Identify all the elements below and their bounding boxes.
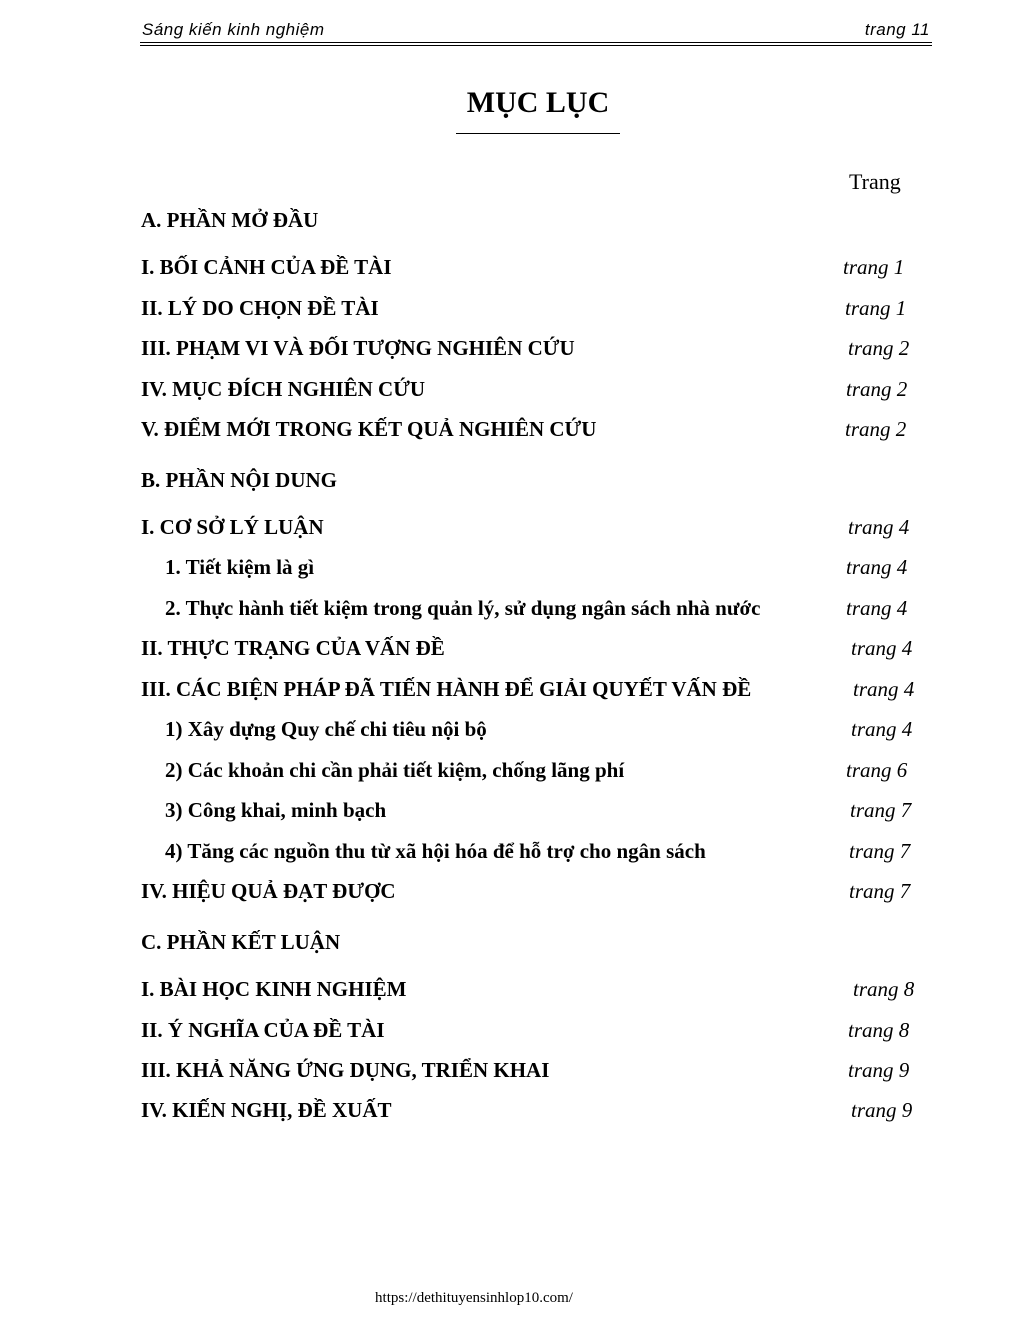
toc-entry-page: trang 9	[848, 1058, 910, 1082]
toc-entry-label: 2. Thực hành tiết kiệm trong quản lý, sử dụng ngân sách nhà nước	[165, 596, 761, 620]
toc-entry-page: trang 4	[851, 717, 913, 741]
toc-entry[interactable]	[0, 717, 1024, 745]
toc-entry[interactable]	[0, 798, 1024, 826]
toc-entry-page: trang 2	[846, 377, 908, 401]
toc-entry-page: trang 7	[850, 798, 912, 822]
toc-entry-page: trang 6	[846, 758, 908, 782]
toc-entry-page: trang 7	[849, 879, 911, 903]
toc-entry-label: I. CƠ SỞ LÝ LUẬN	[141, 515, 324, 539]
toc-entry-label: 3) Công khai, minh bạch	[165, 798, 387, 822]
toc-entry-label: III. PHẠM VI VÀ ĐỐI TƯỢNG NGHIÊN CỨU	[141, 336, 575, 360]
toc-entry[interactable]	[0, 677, 1024, 705]
toc-entry-label: V. ĐIỂM MỚI TRONG KẾT QUẢ NGHIÊN CỨU	[141, 417, 597, 441]
toc-entry-label: I. BÀI HỌC KINH NGHIỆM	[141, 977, 407, 1001]
toc-entry-label: II. THỰC TRẠNG CỦA VẤN ĐỀ	[141, 636, 445, 660]
toc-entry-page: trang 8	[853, 977, 915, 1001]
section-heading-a: A. PHẦN MỞ ĐẦU	[141, 208, 319, 232]
toc-entry-label: III. KHẢ NĂNG ỨNG DỤNG, TRIỂN KHAI	[141, 1058, 550, 1082]
toc-entry-label: 1) Xây dựng Quy chế chi tiêu nội bộ	[165, 717, 487, 741]
toc-entry-label: II. LÝ DO CHỌN ĐỀ TÀI	[141, 296, 379, 320]
toc-entry-label: IV. MỤC ĐÍCH NGHIÊN CỨU	[141, 377, 426, 401]
header-document-type: Sáng kiến kinh nghiệm	[142, 20, 325, 39]
toc-entry-page: trang 1	[845, 296, 907, 320]
toc-entry-page: trang 2	[845, 417, 907, 441]
toc-entry-label: I. BỐI CẢNH CỦA ĐỀ TÀI	[141, 255, 392, 279]
toc-entry-label: IV. KIẾN NGHỊ, ĐỀ XUẤT	[141, 1098, 392, 1122]
toc-entry[interactable]	[0, 555, 1024, 583]
toc-entry-label: II. Ý NGHĨA CỦA ĐỀ TÀI	[141, 1018, 385, 1042]
footer-url[interactable]: https://dethituyensinhlop10.com/	[375, 1290, 573, 1306]
toc-entry[interactable]	[0, 515, 1024, 543]
running-header	[140, 20, 932, 43]
toc-entry[interactable]	[0, 417, 1024, 445]
toc-entry[interactable]	[0, 296, 1024, 324]
toc-entry-label: 4) Tăng các nguồn thu từ xã hội hóa để hỗ trợ cho ngân sách	[165, 839, 706, 863]
toc-entry-label: IV. HIỆU QUẢ ĐẠT ĐƯỢC	[141, 879, 396, 903]
toc-entry[interactable]	[0, 377, 1024, 405]
toc-entry[interactable]	[0, 336, 1024, 364]
toc-entry[interactable]	[0, 977, 1024, 1005]
title-underline	[456, 133, 620, 134]
toc-entry[interactable]	[0, 636, 1024, 664]
toc-entry-label: 1. Tiết kiệm là gì	[165, 555, 315, 579]
page-title: MỤC LỤC	[466, 86, 610, 119]
toc-entry[interactable]	[0, 255, 1024, 283]
toc-entry[interactable]	[0, 1058, 1024, 1086]
toc-entry-page: trang 4	[848, 515, 910, 539]
toc-entry[interactable]	[0, 879, 1024, 907]
toc-entry-label: III. CÁC BIỆN PHÁP ĐÃ TIẾN HÀNH ĐỂ GIẢI QUYẾT VẤN ĐỀ	[141, 677, 752, 701]
toc-entry-page: trang 2	[848, 336, 910, 360]
page-column-label: Trang	[849, 169, 901, 194]
toc-entry-page: trang 4	[846, 555, 908, 579]
toc-entry-page: trang 9	[851, 1098, 913, 1122]
toc-entry[interactable]	[0, 839, 1024, 867]
toc-entry-page: trang 1	[843, 255, 905, 279]
toc-entry-page: trang 4	[846, 596, 908, 620]
toc-entry[interactable]	[0, 1098, 1024, 1126]
toc-entry[interactable]	[0, 758, 1024, 786]
toc-entry-page: trang 8	[848, 1018, 910, 1042]
section-heading-c: C. PHẦN KẾT LUẬN	[141, 930, 341, 954]
toc-entry-page: trang 4	[853, 677, 915, 701]
toc-entry-page: trang 7	[849, 839, 911, 863]
header-page-number: trang 11	[864, 20, 930, 39]
toc-entry-page: trang 4	[851, 636, 913, 660]
toc-entry-label: 2) Các khoản chi cần phải tiết kiệm, chống lãng phí	[165, 758, 625, 782]
toc-entry[interactable]	[0, 1018, 1024, 1046]
toc-entry[interactable]	[0, 596, 1024, 624]
section-heading-b: B. PHẦN NỘI DUNG	[141, 468, 338, 492]
